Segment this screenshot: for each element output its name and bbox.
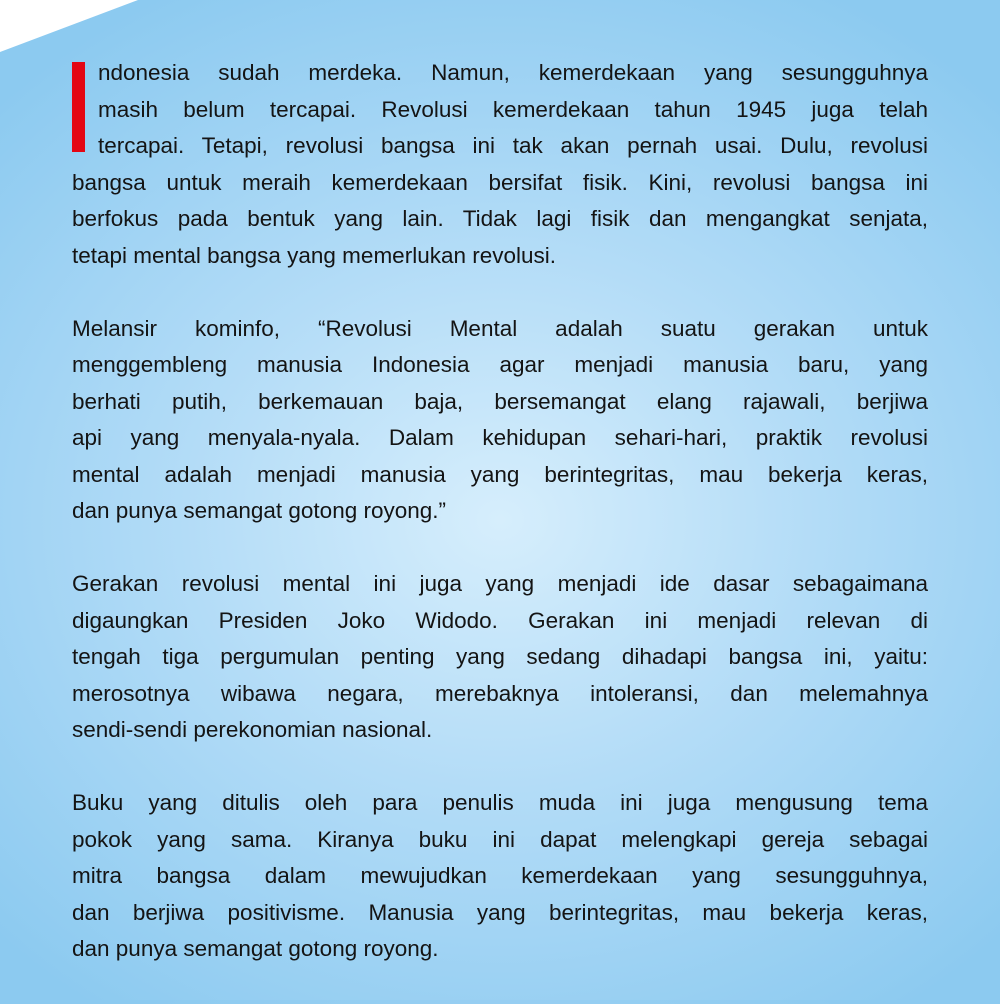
text-line: tetapi mental bangsa yang memerlukan revolusi. xyxy=(72,242,557,268)
text-line: ndonesia sudah merdeka. Namun, kemerdekaan yang sesungguhnya xyxy=(98,60,928,85)
text-line: tengah tiga pergumulan penting yang sedang dihadapi bangsa ini, yaitu: xyxy=(72,644,928,669)
text-line: dan berjiwa positivisme. Manusia yang berintegritas, mau bekerja keras, xyxy=(72,899,928,925)
text-line: merosotnya wibawa negara, merebaknya intoleransi, dan melemahnya xyxy=(72,680,928,706)
text-line: Buku yang ditulis oleh para penulis muda ini juga mengusung tema xyxy=(72,790,928,815)
paragraph-1 xyxy=(72,55,928,274)
text-line: sendi-sendi perekonomian nasional. xyxy=(72,717,433,742)
text-line: berfokus pada bentuk yang lain. Tidak lagi fisik dan mengangkat senjata, xyxy=(72,206,928,231)
text-line: dan punya semangat gotong royong. xyxy=(72,936,439,961)
text-line: dan punya semangat gotong royong.” xyxy=(72,498,447,523)
text-line: Melansir kominfo, “Revolusi Mental adalah suatu gerakan untuk xyxy=(72,315,928,341)
text-line: bangsa untuk meraih kemerdekaan bersifat fisik. Kini, revolusi bangsa ini xyxy=(72,169,928,195)
text-line: mental adalah menjadi manusia yang berintegritas, mau bekerja keras, xyxy=(72,461,928,487)
text-line: Gerakan revolusi mental ini juga yang menjadi ide dasar sebagaimana xyxy=(72,571,928,596)
body-text xyxy=(72,55,928,1004)
white-corner-shape xyxy=(0,0,140,55)
paragraph-4 xyxy=(72,785,928,968)
text-line: tercapai. Tetapi, revolusi bangsa ini tak akan pernah usai. Dulu, revolusi xyxy=(98,133,928,158)
paragraph-3 xyxy=(72,566,928,749)
text-line: mitra bangsa dalam mewujudkan kemerdekaan yang sesungguhnya, xyxy=(72,863,928,888)
text-line: pokok yang sama. Kiranya buku ini dapat melengkapi gereja sebagai xyxy=(72,826,928,852)
text-line: berhati putih, berkemauan baja, bersemangat elang rajawali, berjiwa xyxy=(72,388,928,414)
paragraph-2 xyxy=(72,311,928,530)
text-line: menggembleng manusia Indonesia agar menjadi manusia baru, yang xyxy=(72,352,928,377)
text-line: masih belum tercapai. Revolusi kemerdekaan tahun 1945 juga telah xyxy=(98,96,928,122)
text-line: digaungkan Presiden Joko Widodo. Gerakan ini menjadi relevan di xyxy=(72,607,928,633)
text-line: api yang menyala-nyala. Dalam kehidupan sehari-hari, praktik revolusi xyxy=(72,425,928,450)
